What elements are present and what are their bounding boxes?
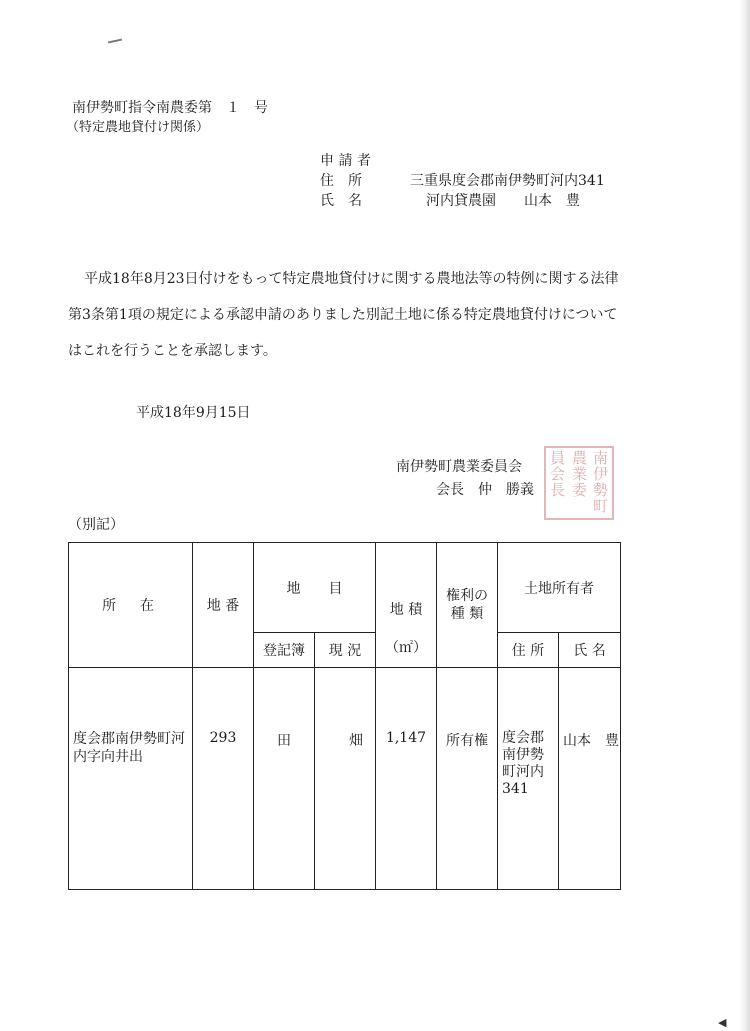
applicant-label: 申 請 者 [320, 153, 371, 169]
name-value: 河内貸農園 山本 豊 [426, 193, 580, 209]
header-location: 所 在 [69, 543, 193, 668]
seal-char: 農 [572, 449, 588, 467]
issuer-chair: 会長 仲 勝義 [436, 482, 534, 498]
address-label: 住 所 [320, 173, 362, 189]
seal-char: 町 [593, 497, 609, 515]
scan-speck [108, 39, 122, 44]
header-area [376, 543, 437, 668]
land-table [68, 542, 621, 890]
cell-location: 度会郡南伊勢町河内字向井出 [69, 668, 193, 890]
seal-char: 業 [572, 465, 588, 483]
corner-arrow-mark: ◀ [718, 1016, 727, 1029]
cell-owner-name: 山本 豊 [559, 668, 621, 890]
issuer-organization: 南伊勢町農業委員会 [396, 459, 522, 475]
header-rights-type: 権利の種 類 [437, 543, 498, 668]
address-value: 三重県度会郡南伊勢町河内341 [410, 173, 605, 189]
seal-char: 長 [550, 481, 566, 499]
document-subject: （特定農地貸付け関係） [66, 120, 210, 135]
cell-area: 1,147 [376, 668, 437, 890]
seal-char: 員 [550, 449, 566, 467]
header-land-category: 地 目 [254, 543, 376, 633]
name-label: 氏 名 [320, 193, 362, 209]
header-area-unit: （㎡） [385, 640, 427, 656]
seal-char: 会 [550, 465, 566, 483]
cell-lot-number: 293 [193, 668, 254, 890]
official-seal-stamp [544, 446, 614, 520]
header-registry: 登記簿 [254, 633, 315, 668]
cell-current: 畑 [315, 668, 376, 890]
seal-char: 勢 [593, 481, 609, 499]
header-owner-name: 氏 名 [559, 633, 621, 668]
header-owner: 土地所有者 [498, 543, 621, 633]
header-owner-address: 住 所 [498, 633, 559, 668]
header-lot-number: 地 番 [193, 543, 254, 668]
cell-registry: 田 [254, 668, 315, 890]
cell-rights-type: 所有権 [437, 668, 498, 890]
header-current: 現 況 [315, 633, 376, 668]
body-line-2: 第3条第1項の規定による承認申請のありました別記土地に係る特定農地貸付けについて [68, 307, 618, 323]
body-line-1: 平成18年8月23日付けをもって特定農地貸付けに関する農地法等の特例に関する法律 [84, 271, 619, 287]
body-line-3: はこれを行うことを承認します。 [68, 343, 277, 359]
seal-char: 委 [572, 481, 588, 499]
issue-date: 平成18年9月15日 [136, 405, 251, 421]
seal-char: 伊 [593, 465, 609, 483]
appendix-label: （別記） [68, 517, 124, 533]
header-area-label: 地 積 [389, 602, 423, 618]
scan-edge-shadow [740, 0, 750, 1031]
seal-char: 南 [593, 449, 609, 467]
order-number: 南伊勢町指令南農委第 １ 号 [72, 100, 268, 116]
cell-owner-address: 度会郡南伊勢町河内341 [498, 668, 559, 890]
table-row [69, 668, 621, 890]
